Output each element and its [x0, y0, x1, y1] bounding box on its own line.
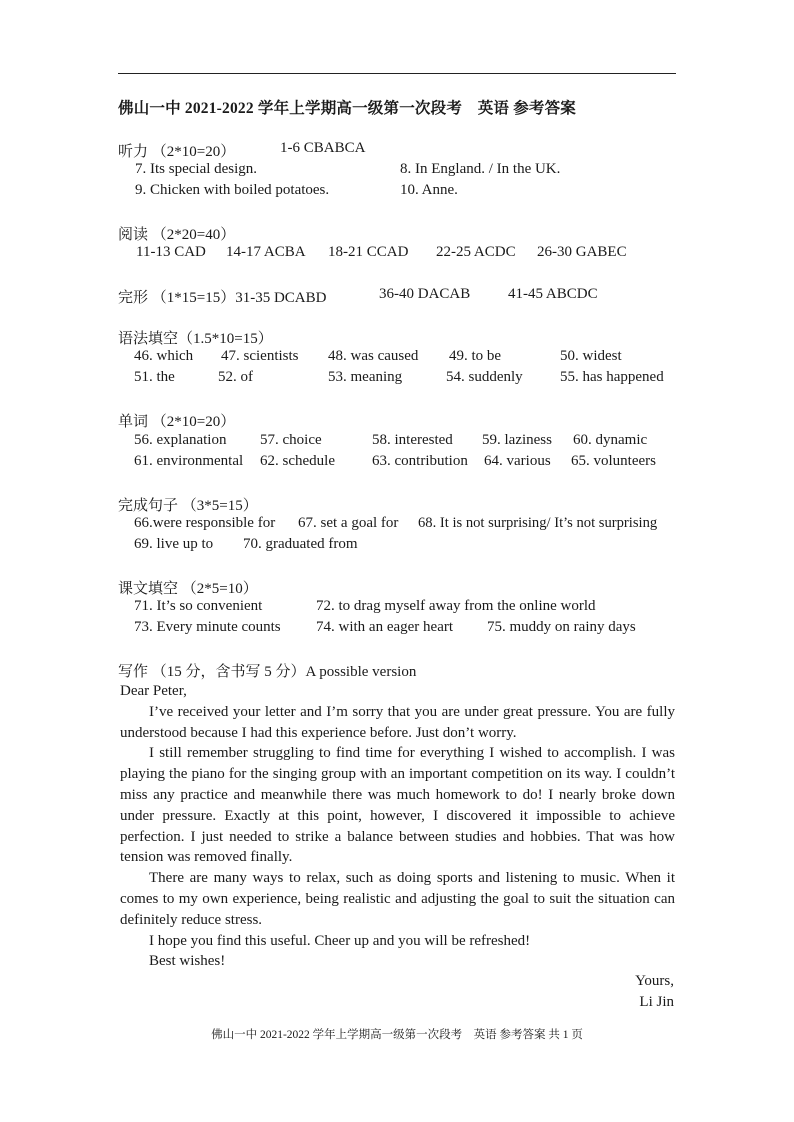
answer-68: 68. It is not surprising/ It’s not surprising [418, 515, 658, 531]
cloze-group-2: 36-40 DACAB [379, 286, 471, 302]
answer-55: 55. has happened [560, 369, 664, 385]
words-heading: 单词 （2*10=20） [118, 414, 236, 430]
answer-64: 64. various [484, 453, 551, 469]
answer-75: 75. muddy on rainy days [487, 619, 636, 635]
answer-57: 57. choice [260, 432, 322, 448]
essay-salutation: Dear Peter, [120, 683, 187, 699]
essay-signature: Li Jin [639, 994, 674, 1010]
reading-group-1: 11-13 CAD [136, 244, 206, 260]
answer-9: 9. Chicken with boiled potatoes. [135, 182, 330, 198]
sentences-heading: 完成句子 （3*5=15） [118, 498, 258, 514]
reading-group-5: 26-30 GABEC [537, 244, 627, 260]
answer-63: 63. contribution [372, 453, 468, 469]
answer-59: 59. laziness [482, 432, 552, 448]
listening-heading: 听力 （2*10=20） [118, 144, 236, 160]
grammar-heading: 语法填空（1.5*10=15） [118, 331, 273, 347]
cloze-heading: 完形 （1*15=15）31-35 DCABD [118, 290, 327, 306]
answer-48: 48. was caused [328, 348, 419, 364]
answer-49: 49. to be [449, 348, 502, 364]
header-rule [118, 73, 676, 74]
page-footer: 佛山一中 2021-2022 学年上学期高一级第一次段考 英语 参考答案 共 1 页 [211, 1029, 583, 1041]
page-title: 佛山一中 2021-2022 学年上学期高一级第一次段考 英语 参考答案 [118, 100, 576, 117]
sample-essay [120, 681, 675, 972]
essay-paragraph-4: I hope you find this useful. Cheer up and you will be refreshed! [149, 932, 531, 949]
answer-70: 70. graduated from [243, 536, 358, 552]
answer-69: 69. live up to [134, 536, 214, 552]
answer-52: 52. of [218, 369, 253, 385]
answer-58: 58. interested [372, 432, 453, 448]
essay-signoff: Yours, [635, 973, 674, 989]
text-fill-heading: 课文填空 （2*5=10） [118, 581, 258, 597]
answer-72: 72. to drag myself away from the online world [316, 598, 596, 614]
answer-7: 7. Its special design. [135, 161, 258, 177]
essay-closing: Best wishes! [149, 953, 226, 970]
answer-73: 73. Every minute counts [134, 619, 281, 635]
answer-47: 47. scientists [221, 348, 299, 364]
answer-62: 62. schedule [260, 453, 335, 469]
essay-paragraph-1: I’ve received your letter and I’m sorry that you are under great pressure. You are fully understood because I had this experience before. Just don’t worry. [120, 703, 675, 741]
answer-8: 8. In England. / In the UK. [400, 161, 561, 177]
reading-group-3: 18-21 CCAD [328, 244, 409, 260]
answer-51: 51. the [134, 369, 175, 385]
answer-60: 60. dynamic [573, 432, 648, 448]
answer-66: 66.were responsible for [134, 515, 276, 531]
answer-56: 56. explanation [134, 432, 227, 448]
answer-10: 10. Anne. [400, 182, 458, 198]
answer-54: 54. suddenly [446, 369, 523, 385]
reading-heading: 阅读 （2*20=40） [118, 227, 236, 243]
answer-50: 50. widest [560, 348, 622, 364]
cloze-group-3: 41-45 ABCDC [508, 286, 598, 302]
writing-heading: 写作 （15 分，含书写 5 分）A possible version [118, 664, 417, 680]
answer-74: 74. with an eager heart [316, 619, 454, 635]
essay-paragraph-2: I still remember struggling to find time for everything I wished to accomplish. I was playing the piano for the singing group with an important competition on its way. I couldn’t miss any practice and meanwhile there was much homework to do! I nearly broke down under pressure. Exactly at this point, however, I discovered it impossible to achieve perfection. I just needed to strike a balance between studies and hobbies. That was how tension was removed finally. [120, 745, 675, 866]
answer-53: 53. meaning [328, 369, 403, 385]
answer-65: 65. volunteers [571, 453, 656, 469]
essay-paragraph-3: There are many ways to relax, such as doing sports and listening to music. When it comes to my own experience, being realistic and adjusting the goal to suit the situation can definitely reduce stress. [120, 870, 675, 928]
reading-group-2: 14-17 ACBA [226, 244, 306, 260]
answer-71: 71. It’s so convenient [134, 598, 263, 614]
answer-46: 46. which [134, 348, 194, 364]
answer-67: 67. set a goal for [298, 515, 399, 531]
reading-group-4: 22-25 ACDC [436, 244, 516, 260]
listening-answers-1-6: 1-6 CBABCA [280, 140, 366, 156]
answer-61: 61. environmental [134, 453, 244, 469]
